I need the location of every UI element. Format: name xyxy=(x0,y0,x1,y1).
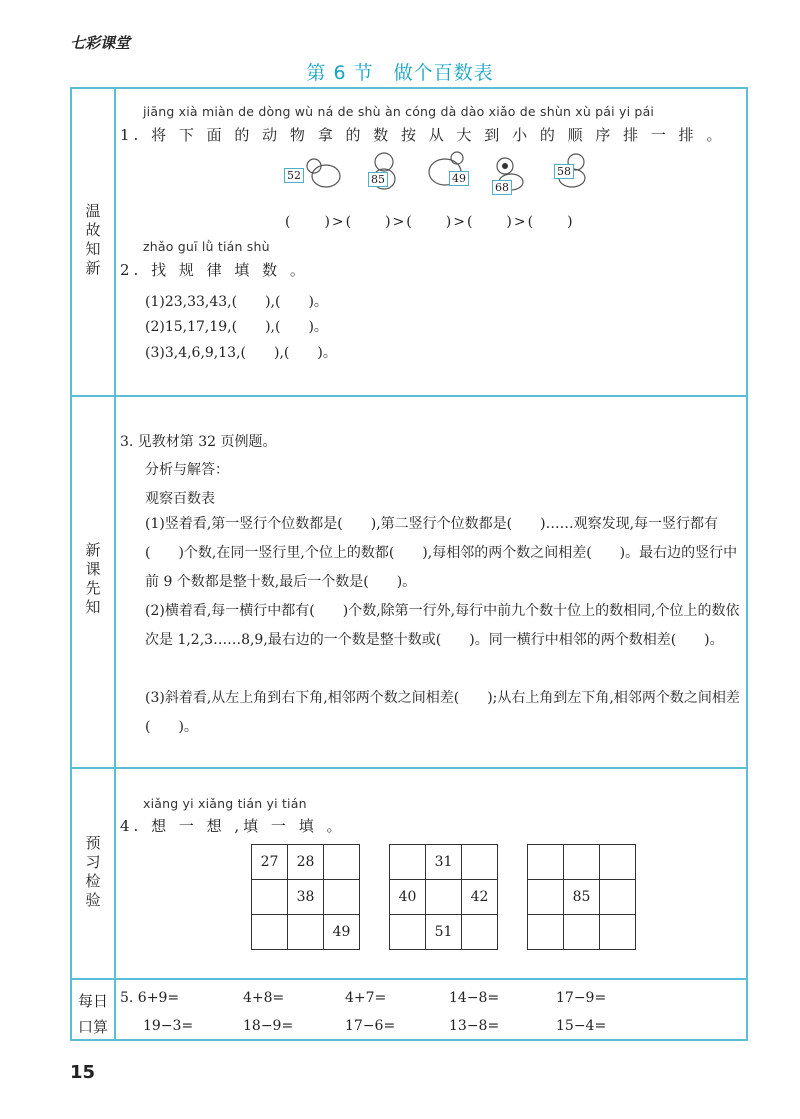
grid-cell[interactable] xyxy=(426,880,462,915)
page-number: 15 xyxy=(70,1062,96,1083)
grid-cell[interactable]: 42 xyxy=(462,880,498,915)
grid-cell[interactable] xyxy=(600,880,636,915)
q3-paragraph-vertical[interactable]: (1)竖着看,第一竖行个位数都是( ),第二竖行个位数都是( )……观察发现,每一竖行都有( )个数,在同一竖行里,个位上的数都( ),每相邻的两个数之间相差( )。最右边的竖行中前 9 个数都是整十数,最后一个数是( )。 xyxy=(145,516,738,590)
math-problem[interactable]: 17−9= xyxy=(556,990,607,1006)
grid-cell[interactable]: 40 xyxy=(390,880,426,915)
section-divider xyxy=(72,767,746,769)
grid-cell[interactable] xyxy=(252,880,288,915)
section-label-check: 预 习 检 验 xyxy=(85,834,101,909)
number-grid xyxy=(251,844,360,950)
grid-cell[interactable] xyxy=(528,845,564,880)
animal-number: 85 xyxy=(368,172,388,187)
q1-answer-blanks[interactable]: ( )>( )>( )>( )>( ) xyxy=(285,214,575,230)
q3-subtitle-observe: 观察百数表 xyxy=(145,491,215,507)
q4-pinyin: xiǎng yi xiǎng tián yi tián xyxy=(143,796,307,811)
q3-subtitle-analysis: 分析与解答： xyxy=(145,462,229,478)
section-label-preview: 新 课 先 知 xyxy=(85,541,101,616)
grid-cell[interactable]: 28 xyxy=(288,845,324,880)
grid-cell[interactable] xyxy=(600,915,636,950)
grid-cell[interactable] xyxy=(462,915,498,950)
q1-text: 1. 将 下 面 的 动 物 拿 的 数 按 从 大 到 小 的 顺 序 排 一 排 。 xyxy=(120,126,726,144)
q2-item[interactable]: (1)23,33,43,( ),( )。 xyxy=(145,294,328,310)
q3-paragraph-horizontal[interactable]: (2)横着看,每一横行中都有( )个数,除第一行外,每行中前九个数十位上的数相同,个位上的数依次是 1,2,3……8,9,最右边的一个数是整十数或( )。同一横行中相邻的两个数相差( )。 xyxy=(145,603,740,648)
animal-number: 68 xyxy=(492,180,512,195)
math-problem[interactable]: 4+8= xyxy=(243,990,285,1006)
section-label-review: 温 故 知 新 xyxy=(85,202,101,277)
grid-cell[interactable]: 38 xyxy=(288,880,324,915)
section-label-mental-math: 每日 口算 xyxy=(77,992,108,1036)
animal-number: 52 xyxy=(284,168,304,183)
q2-item[interactable]: (2)15,17,19,( ),( )。 xyxy=(145,319,328,335)
grid-cell[interactable] xyxy=(252,915,288,950)
q1-pinyin: jiāng xià miàn de dòng wù ná de shù àn cóng dà dào xiǎo de shùn xù pái yi pái xyxy=(143,104,655,119)
grid-cell[interactable] xyxy=(324,880,360,915)
animal-icon xyxy=(300,152,344,192)
grid-cell[interactable] xyxy=(288,915,324,950)
grid-cell[interactable] xyxy=(390,845,426,880)
math-problem[interactable]: 19−3= xyxy=(143,1018,194,1034)
math-problem[interactable]: 5. 6+9= xyxy=(120,990,180,1006)
math-problem[interactable]: 17−6= xyxy=(345,1018,396,1034)
grid-cell[interactable]: 31 xyxy=(426,845,462,880)
number-grid xyxy=(389,844,498,950)
grid-cell[interactable]: 85 xyxy=(564,880,600,915)
math-problem[interactable]: 13−8= xyxy=(449,1018,500,1034)
q4-text: 4. 想 一 想 ,填 一 填 。 xyxy=(120,817,346,835)
number-grid xyxy=(527,844,636,950)
math-problem[interactable]: 15−4= xyxy=(556,1018,607,1034)
grid-cell[interactable] xyxy=(528,880,564,915)
grid-cell[interactable] xyxy=(528,915,564,950)
page-title: 第 6 节 做个百数表 xyxy=(306,62,494,84)
animal-number: 49 xyxy=(449,171,469,186)
grid-cell[interactable]: 51 xyxy=(426,915,462,950)
grid-cell[interactable] xyxy=(564,845,600,880)
math-problem[interactable]: 18−9= xyxy=(243,1018,294,1034)
q3-title: 3. 见教材第 32 页例题。 xyxy=(120,434,277,450)
q2-item[interactable]: (3)3,4,6,9,13,( ),( )。 xyxy=(145,345,337,361)
section-divider xyxy=(72,395,746,397)
grid-cell[interactable] xyxy=(600,845,636,880)
animal-number: 58 xyxy=(554,164,574,179)
grid-cell[interactable]: 49 xyxy=(324,915,360,950)
section-divider xyxy=(72,978,746,980)
q3-paragraph-diagonal[interactable]: (3)斜着看,从左上角到右下角,相邻两个数之间相差( );从右上角到左下角,相邻两个数之间相差( )。 xyxy=(145,690,740,735)
grid-cell[interactable] xyxy=(564,915,600,950)
grid-cell[interactable] xyxy=(390,915,426,950)
math-problem[interactable]: 4+7= xyxy=(345,990,387,1006)
q2-pinyin: zhǎo guī lǜ tián shù xyxy=(143,239,270,254)
grid-cell[interactable]: 27 xyxy=(252,845,288,880)
grid-cell[interactable] xyxy=(324,845,360,880)
brand-logo: 七彩课堂 xyxy=(70,34,131,52)
math-problem[interactable]: 14−8= xyxy=(449,990,500,1006)
label-divider xyxy=(114,89,116,1039)
grid-cell[interactable] xyxy=(462,845,498,880)
q2-text: 2. 找 规 律 填 数 。 xyxy=(120,261,309,279)
